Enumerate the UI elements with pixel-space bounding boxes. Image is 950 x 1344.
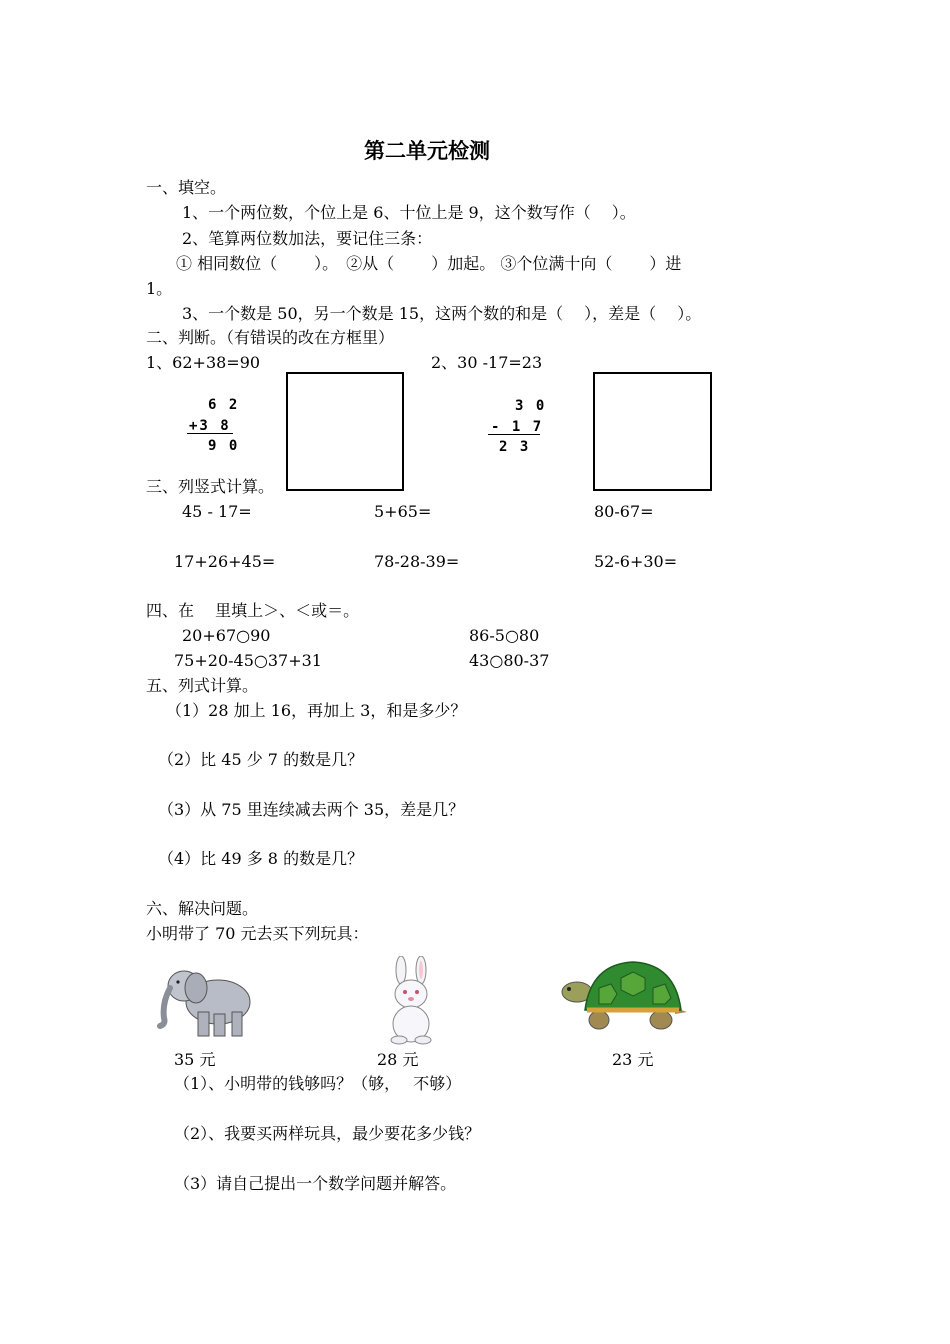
solve-question-3: （3）请自己提出一个数学问题并解答。 xyxy=(174,1174,457,1193)
calc-item: 78-28-39= xyxy=(374,552,460,571)
page-title: 第二单元检测 xyxy=(364,139,490,163)
vertical-calc-2-middle: - 1 7 xyxy=(491,419,544,435)
compare-item: 75+20-45○37+31 xyxy=(174,651,322,670)
word-problem: （4）比 49 多 8 的数是几？ xyxy=(158,849,364,868)
vertical-calc-1-line xyxy=(187,433,233,434)
solve-question-1: （1）、小明带的钱够吗？（够， 不够） xyxy=(174,1074,462,1093)
correction-box-2[interactable] xyxy=(593,372,712,491)
judge-problem-1-label: 1、62+38=90 xyxy=(146,353,261,372)
correction-box-1[interactable] xyxy=(286,372,404,491)
toys-intro: 小明带了 70 元去买下列玩具： xyxy=(146,924,369,943)
toy-price: 28 元 xyxy=(377,1050,419,1069)
word-problem: （2）比 45 少 7 的数是几？ xyxy=(158,750,364,769)
vertical-calc-2-line xyxy=(488,434,540,435)
fill-question-3: 3、一个数是 50，另一个数是 15，这两个数的和是（ ），差是（ ）。 xyxy=(182,304,702,323)
compare-item: 43○80-37 xyxy=(469,651,550,670)
toy-price: 35 元 xyxy=(174,1050,216,1069)
word-problem: （3）从 75 里连续减去两个 35，差是几？ xyxy=(158,800,465,819)
calc-item: 80-67= xyxy=(594,502,654,521)
toy-price: 23 元 xyxy=(612,1050,654,1069)
vertical-calc-2-result: 2 3 xyxy=(499,439,531,455)
vertical-calc-2-top: 3 0 xyxy=(515,398,547,414)
section-6-heading: 六、解决问题。 xyxy=(146,899,259,918)
word-problem: （1）28 加上 16，再加上 3，和是多少？ xyxy=(166,701,467,720)
calc-item: 5+65= xyxy=(374,502,432,521)
fill-question-2-rules-cont: 1。 xyxy=(146,279,173,298)
calc-item: 52-6+30= xyxy=(594,552,678,571)
elephant-icon xyxy=(156,958,256,1044)
judge-problem-2-label: 2、30 -17=23 xyxy=(431,353,543,372)
section-2-heading: 二、判断。（有错误的改在方框里） xyxy=(146,328,395,347)
vertical-calc-1-result: 9 0 xyxy=(208,438,240,454)
section-1-heading: 一、填空。 xyxy=(146,178,227,197)
section-3-heading: 三、列竖式计算。 xyxy=(146,477,275,496)
solve-question-2: （2）、我要买两样玩具，最少要花多少钱？ xyxy=(174,1124,481,1143)
vertical-calc-1-top: 6 2 xyxy=(208,397,240,413)
calc-item: 17+26+45= xyxy=(174,552,276,571)
fill-question-2: 2、笔算两位数加法，要记住三条： xyxy=(182,229,433,248)
vertical-calc-1-middle: +3 8 xyxy=(189,418,231,434)
calc-item: 45 - 17= xyxy=(182,502,252,521)
fill-question-2-rules: ① 相同数位（ ）。 ②从（ ）加起。 ③个位满十向（ ）进 xyxy=(176,254,682,273)
compare-item: 20+67○90 xyxy=(182,626,271,645)
turtle-icon xyxy=(557,958,691,1034)
fill-question-1: 1、一个两位数，个位上是 6、十位上是 9，这个数写作（ ）。 xyxy=(182,203,636,222)
section-4-heading: 四、在 里填上＞、＜或＝。 xyxy=(146,601,360,620)
section-5-heading: 五、列式计算。 xyxy=(146,676,259,695)
compare-item: 86-5○80 xyxy=(469,626,540,645)
rabbit-icon xyxy=(369,956,453,1046)
